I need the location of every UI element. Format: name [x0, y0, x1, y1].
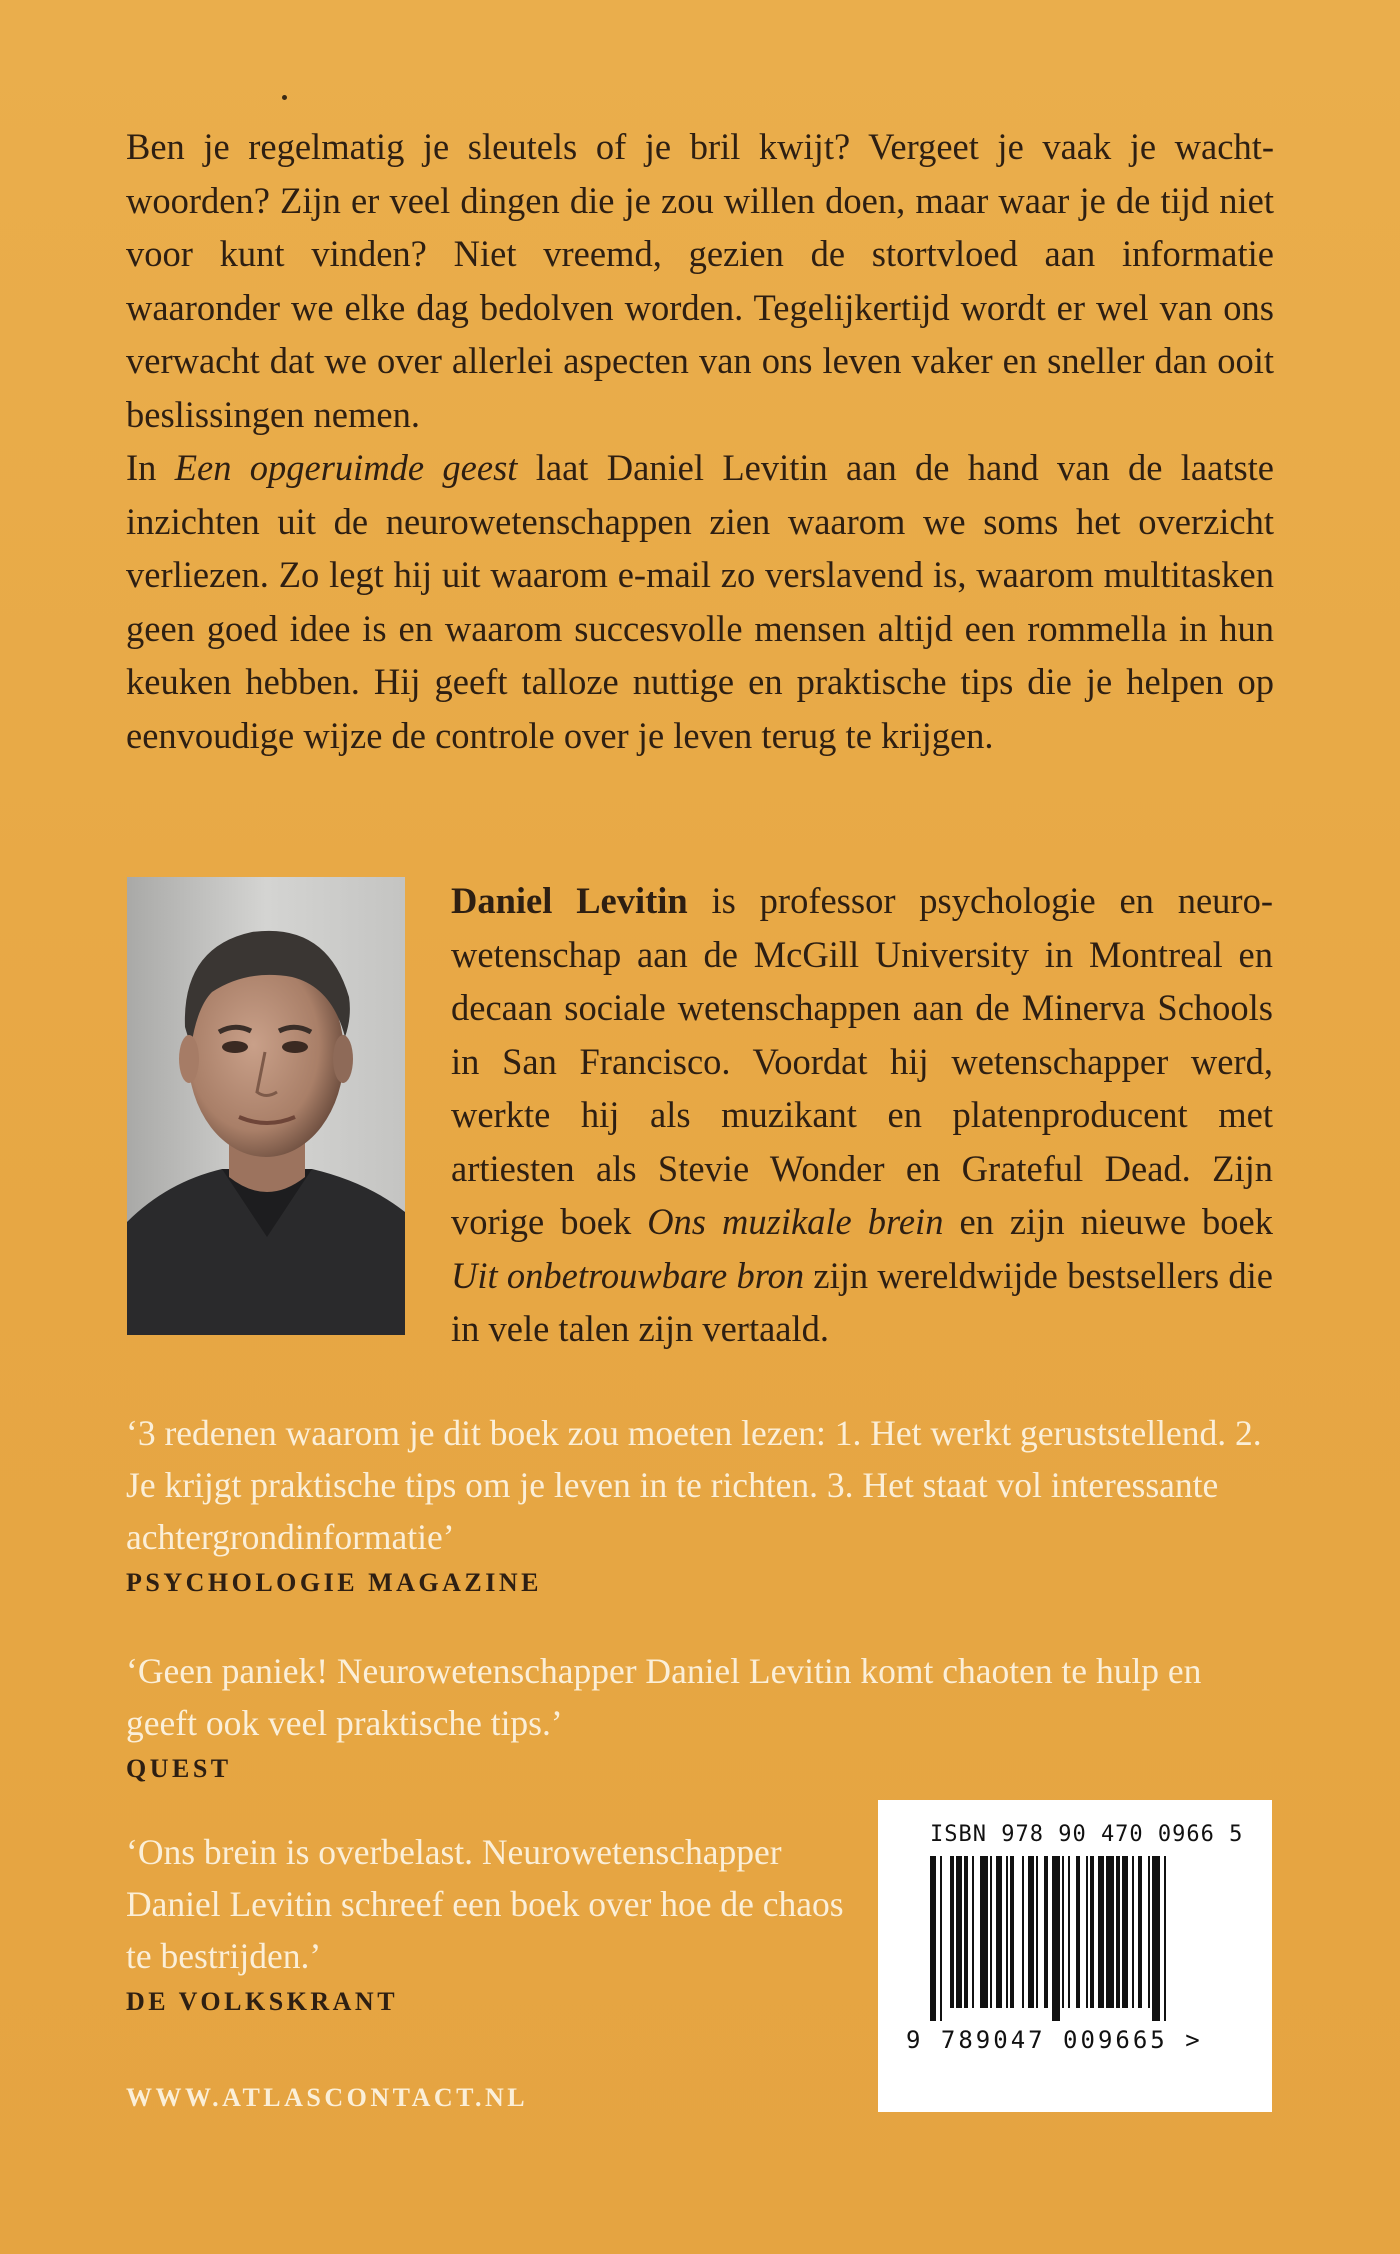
book-title: Een opgeruimde geest: [174, 447, 518, 488]
barcode-bar: [956, 1856, 962, 2008]
review-quote-text: ‘Geen paniek! Neurowetenschapper Daniel Levitin komt chaoten te hulp en geeft ook veel praktische tips.’: [126, 1651, 1202, 1743]
barcode-bar: [1010, 1856, 1014, 2008]
ean-digits: 9 789047 009665 >: [906, 2026, 1203, 2054]
barcode-bar: [1028, 1856, 1034, 2008]
blurb-paragraph-2: [126, 441, 1274, 762]
new-book-title: Uit onbetrouwbare bron: [451, 1254, 805, 1296]
barcode-bar: [930, 1856, 936, 2021]
barcode-bar: [1076, 1856, 1080, 2008]
barcode-bar: [1132, 1856, 1134, 2008]
author-bio: [451, 874, 1273, 1356]
bio-text-1: is professor psychologie en neurowetenschap aan de McGill University in Montreal en decaan sociale wetenschappen aan de Minerva Schools in San Francisco. Voordat hij wetenschapper werd, werkte hij als muzikant en platenproducent met artiesten als Stevie Wonder en Grateful Dead. Zijn vorige boek: [451, 880, 1273, 1242]
bio-text-2: en zijn nieuwe boek: [943, 1201, 1273, 1242]
barcode-bar: [1138, 1856, 1142, 2008]
barcode-bar: [1022, 1856, 1024, 2008]
review-quote-2: [126, 1645, 1276, 1787]
review-quote-text: ‘3 redenen waarom je dit boek zou moeten lezen: 1. Het werkt geruststellend. 2. Je krijgt praktische tips om je leven in te richten. 3. Het staat vol interessante achtergrondinformatie’: [126, 1413, 1262, 1557]
publisher-website: WWW.ATLASCONTACT.NL: [126, 2083, 529, 2112]
barcode: [930, 1856, 1220, 2021]
barcode-bar: [1068, 1856, 1070, 2008]
bio-text-3: zijn wereldwijde bestsellers die in vele talen zijn vertaald.: [451, 1254, 1274, 1349]
barcode-bar: [1098, 1856, 1104, 2008]
barcode-bar: [1090, 1856, 1094, 2008]
barcode-bar: [1086, 1856, 1088, 2008]
barcode-bar: [1164, 1856, 1166, 2021]
blurb-paragraph-2-prefix: In: [126, 447, 175, 488]
previous-book-title: Ons muzikale brein: [647, 1201, 944, 1242]
barcode-bar: [1148, 1856, 1150, 2008]
barcode-bar: [980, 1856, 988, 2008]
barcode-bar: [972, 1856, 974, 2008]
blurb-paragraph-1: Ben je regelmatig je sleutels of je bril kwijt? Vergeet je vaak je wachtwoorden? Zijn er veel dingen die je zou willen doen, maar waar je de tijd niet voor kunt vinden? Niet vreemd, gezien de stortvloed aan informatie waaronder we elke dag bedolven worden. Tegelijkertijd wordt er wel van ons verwacht dat we over allerlei aspecten van ons leven vaker en sneller dan ooit beslissingen nemen.: [126, 126, 1274, 435]
review-quote-text: ‘Ons brein is overbelast. Neurowetenschapper Daniel Levitin schreef een boek over hoe de chaos te bestrijden.’: [126, 1832, 844, 1976]
barcode-panel: [878, 1800, 1272, 2112]
barcode-bar: [1052, 1856, 1060, 2021]
blurb: [126, 120, 1274, 762]
barcode-bar: [990, 1856, 992, 2008]
review-source: PSYCHOLOGIE MAGAZINE: [126, 1568, 542, 1597]
author-name: Daniel Levitin: [451, 880, 688, 921]
review-source: QUEST: [126, 1754, 232, 1783]
barcode-bar: [1122, 1856, 1128, 2008]
barcode-bar: [964, 1856, 968, 2008]
barcode-bar: [1106, 1856, 1114, 2008]
ink-dot: [282, 95, 287, 100]
review-source: DE VOLKSKRANT: [126, 1987, 399, 2016]
author-photo: [127, 877, 405, 1335]
barcode-bar: [1152, 1856, 1160, 2021]
barcode-bar: [1116, 1856, 1120, 2008]
barcode-bar: [950, 1856, 954, 2008]
isbn-label: ISBN 978 90 470 0966 5: [930, 1822, 1244, 1847]
review-quote-3: [126, 1826, 846, 2020]
barcode-bar: [996, 1856, 1002, 2008]
barcode-bar: [1044, 1856, 1048, 2008]
barcode-bar: [1062, 1856, 1064, 2008]
blurb-paragraph-2-rest: laat Daniel Levitin aan de hand van de laatste inzichten uit de neurowetenschappen zien waarom we soms het overzicht verliezen. Zo legt hij uit waarom e-mail zo verslavend is, waarom multitasken geen goed idee is en waarom succesvolle mensen altijd een rommella in hun keuken hebben. Hij geeft talloze nuttige en praktische tips die je helpen op eenvoudige wijze de controle over je leven terug te krijgen.: [126, 447, 1275, 756]
review-quote-1: [126, 1407, 1276, 1601]
barcode-bar: [1006, 1856, 1008, 2008]
barcode-bar: [940, 1856, 942, 2021]
barcode-bar: [1036, 1856, 1038, 2008]
